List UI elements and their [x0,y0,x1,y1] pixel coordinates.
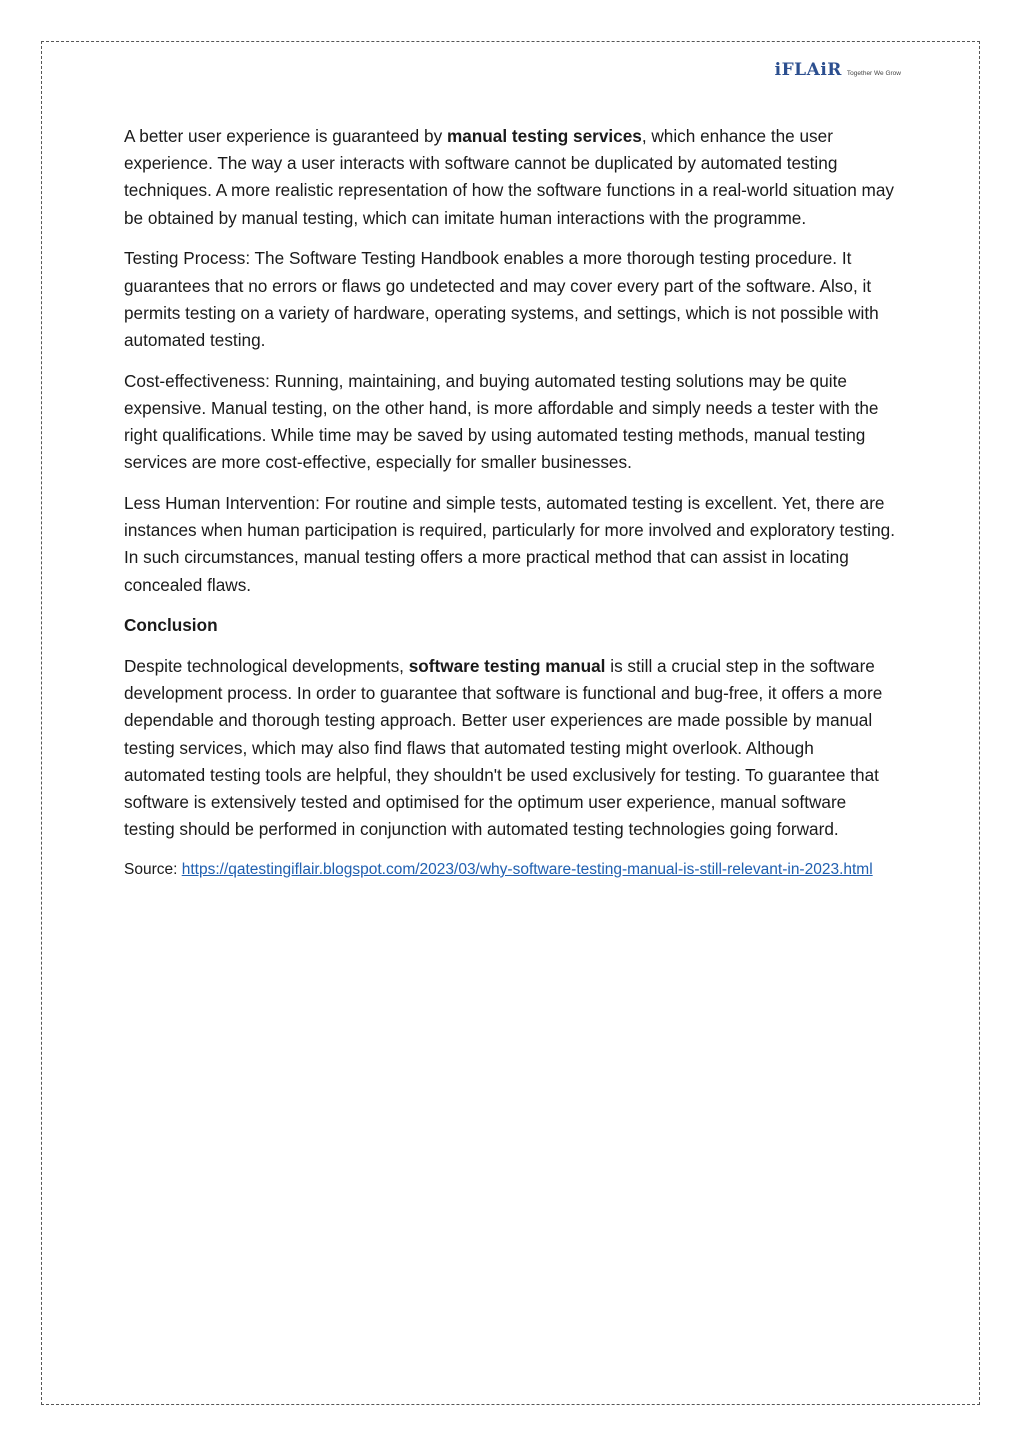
logo-tagline: Together We Grow [846,69,901,77]
company-logo [775,62,901,79]
paragraph-less-human-intervention: Less Human Intervention: For routine and simple tests, automated testing is excellent. Yet, there are instances when human participation is required, particularly for more involved and exploratory testing. In such circumstances, manual testing offers a more practical method that can assist in locating concealed flaws. [124,492,895,595]
logo-mark: iFLAiR [774,60,842,80]
paragraph-text: , which enhance the user experience. The way a user interacts with software cannot be duplicated by automated testing techniques. A more realistic representation of how the software functions in a real-world situation may be obtained by manual testing, which can imitate human interactions with the programme. [124,126,895,228]
paragraph-cost-effectiveness: Cost-effectiveness: Running, maintaining, and buying automated testing solutions may be quite expensive. Manual testing, on the other hand, is more affordable and simply needs a tester with the right qualifications. While time may be saved by using automated testing methods, manual testing services are more cost-effective, especially for smaller businesses. [124,370,879,473]
paragraph-text: Despite technological developments, [124,655,409,676]
paragraph-text: A better user experience is guaranteed by [124,126,447,146]
source-citation [124,857,899,882]
paragraph-text: is still a crucial step in the software development process. In order to guarantee that software is functional and bug-free, it offers a more dependable and thorough testing approach. Better user experiences are made possible by manual testing services, which may also find flaws that automated testing might overlook. Although automated testing tools are helpful, they shouldn't be used exclusively for testing. To guarantee that software is extensively tested and optimised for the optimum user experience, manual software testing should be performed in conjunction with automated testing technologies going forward. [124,655,883,840]
paragraph-conclusion [124,653,899,843]
keyword-manual-testing-services: manual testing services [446,126,642,146]
paragraph-testing-process: Testing Process: The Software Testing Handbook enables a more thorough testing procedure. It guarantees that no errors or flaws go undetected and may cover every part of the software. Also, it permits testing on a variety of hardware, operating systems, and settings, which is not possible with automated testing. [124,248,879,350]
source-link[interactable]: https://qatestingiflair.blogspot.com/2023/03/why-software-testing-manual-is-still-relevant-in-2023.html [181,860,873,878]
paragraph-user-experience [124,123,899,232]
document-body [124,123,899,895]
conclusion-heading: Conclusion [124,615,218,636]
source-label: Source: [124,860,182,878]
keyword-software-testing-manual: software testing manual [408,655,606,676]
